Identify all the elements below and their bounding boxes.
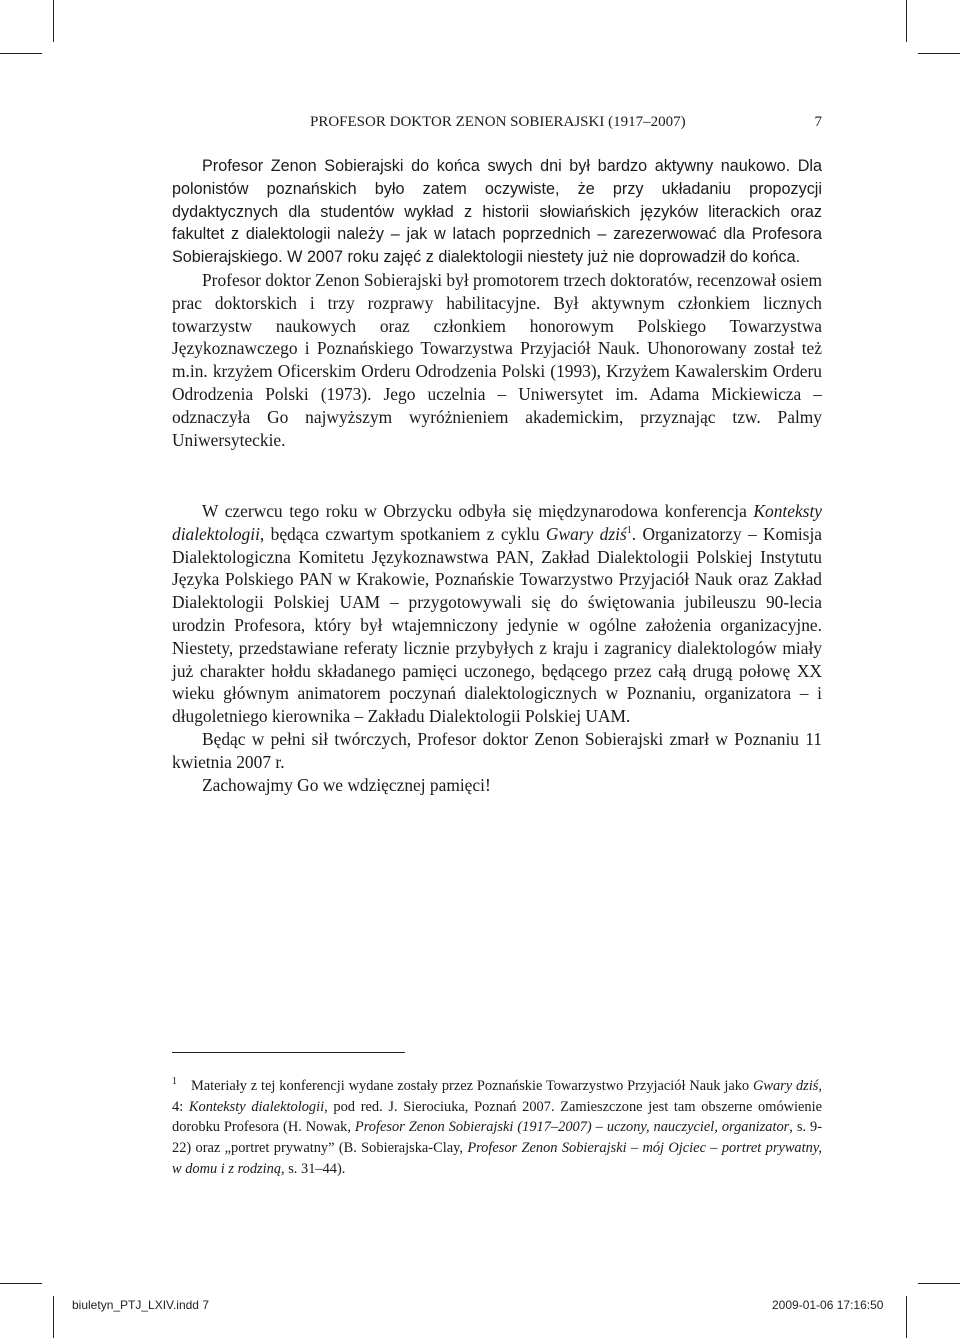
footnote-rule: [172, 1052, 405, 1053]
title-konteksty-dialektologii: Konteksty dialektologii: [172, 501, 822, 544]
paragraph-2-text: Profesor doktor Zenon Sobierajski był promotorem trzech doktoratów, recenzował osiem prac doktorskich i trzy rozprawy habilitacyjne. Był aktywnym członkiem licznych towarzystw naukowych oraz członkiem honorowym Polskiego Towarzystwa Językoznawczego i Poznańskiego Towarzystwa Przyjaciół Nauk. Uhonorowany został też m.in. krzyżem Oficerskim Orderu Odrodzenia Polski (1993), Krzyżem Kawalerskim Orderu Odrodzenia Polski (1973). Jego uczelnia – Uniwersytet im. Adama Mickiewicza – odznaczyła Go najwyższym wyróżnieniem akademickim, przyznając tzw. Palmy Uniwersyteckie.: [172, 269, 822, 450]
paragraph-1: [172, 155, 822, 269]
footnote-text-2: , 4:: [172, 1077, 822, 1115]
footnote-italic-1: Gwary dziś: [752, 1077, 819, 1094]
footnote-text-5: , s. 31–44).: [281, 1160, 346, 1177]
crop-mark: [906, 1296, 907, 1338]
crop-mark: [906, 0, 907, 42]
footnote: [172, 1072, 822, 1180]
crop-mark: [918, 1283, 960, 1284]
paragraph-2: [172, 269, 822, 451]
paragraph-5: [172, 774, 822, 797]
crop-mark: [0, 1283, 42, 1284]
slug-datetime: 2009-01-06 17:16:50: [772, 1298, 884, 1312]
paragraph-3-text-c: . Organizatorzy – Komisja Dialektologiczna Komitetu Językoznawstwa PAN, Zakład Dialektologii Polskiej Instytutu Języka Polskiego PAN w Krakowie, Poznańskie Towarzystwo Przyjaciół Nauk oraz Zakład Dialektologii Polskiej UAM – przygotowywali się do świętowania jubileuszu 90-lecia urodzin Profesora, który był wtajemniczony jedynie w ogólne założenia organizacyjne. Niestety, przedstawiane referaty licznie przybyłych z kraju i zagranicy dialektologów miały już charakter hołdu składanego pamięci uczonego, będącego przez całą drugą połowę XX wieku głównym animatorem poczynań dialektologicznych w Poznaniu, organizatora – i długoletniego kierownika – Zakładu Dialektologii Polskiej UAM.: [172, 523, 822, 727]
running-title: PROFESOR DOKTOR ZENON SOBIERAJSKI (1917–2007): [310, 114, 686, 130]
body-block-1: [172, 155, 822, 451]
crop-mark: [53, 0, 54, 42]
footnote-text-3: , pod red. J. Sierociuka, Poznań 2007. Zamieszczone jest tam obszerne omówienie dorobku Profesora (H. Nowak,: [172, 1098, 822, 1136]
footnote-text: [172, 1072, 822, 1180]
footnote-reference[interactable]: 1: [626, 525, 632, 536]
body-block-2: [172, 500, 822, 796]
footnote-italic-2: Konteksty dialektologii: [188, 1098, 325, 1115]
footnote-text-4: , s. 9-22) oraz „portret prywatny” (B. Sobierajska-Clay,: [172, 1119, 822, 1157]
footnote-mark: 1: [172, 1076, 177, 1087]
footnote-text-1: Materiały z tej konferencji wydane zostały przez Poznańskie Towarzystwo Przyjaciół Nauk jako: [191, 1077, 753, 1094]
paragraph-4-text: Będąc w pełni sił twórczych, Profesor doktor Zenon Sobierajski zmarł w Poznaniu 11 kwietnia 2007 r.: [172, 728, 822, 772]
paragraph-4: [172, 728, 822, 774]
paragraph-3-text-a: W czerwcu tego roku w Obrzycku odbyła się międzynarodowa konferencja: [202, 501, 754, 521]
crop-mark: [0, 53, 42, 54]
crop-mark: [53, 1296, 54, 1338]
page-number: 7: [814, 114, 822, 130]
footnote-italic-3: Profesor Zenon Sobierajski (1917–2007) – uczony, nauczyciel, organizator: [354, 1119, 790, 1136]
title-gwary-dzis: Gwary dziś: [545, 523, 627, 544]
paragraph-1-text: Profesor Zenon Sobierajski do końca swych dni był bardzo aktywny naukowo. Dla polonistów poznańskich było zatem oczywiste, że przy układaniu propozycji dydaktycznych dla studentów wykład z historii słowiańskich języków literackich oraz fakultet z dialektologii należy – jak w latach poprzednich – zarezerwować dla Profesora Sobierajskiego. W 2007 roku zajęć z dialektologii niestety już nie doprowadził do końca.: [172, 157, 822, 267]
paragraph-3-text-b: , będąca czwartym spotkaniem z cyklu: [259, 523, 546, 544]
paragraph-5-text: Zachowajmy Go we wdzięcznej pamięci!: [202, 774, 491, 795]
slug-filename: biuletyn_PTJ_LXIV.indd 7: [72, 1298, 209, 1312]
crop-mark: [918, 53, 960, 54]
footnote-italic-4: Profesor Zenon Sobierajski – mój Ojciec – portret prywatny, w domu i z rodziną: [172, 1140, 823, 1177]
paragraph-3: [172, 500, 822, 728]
